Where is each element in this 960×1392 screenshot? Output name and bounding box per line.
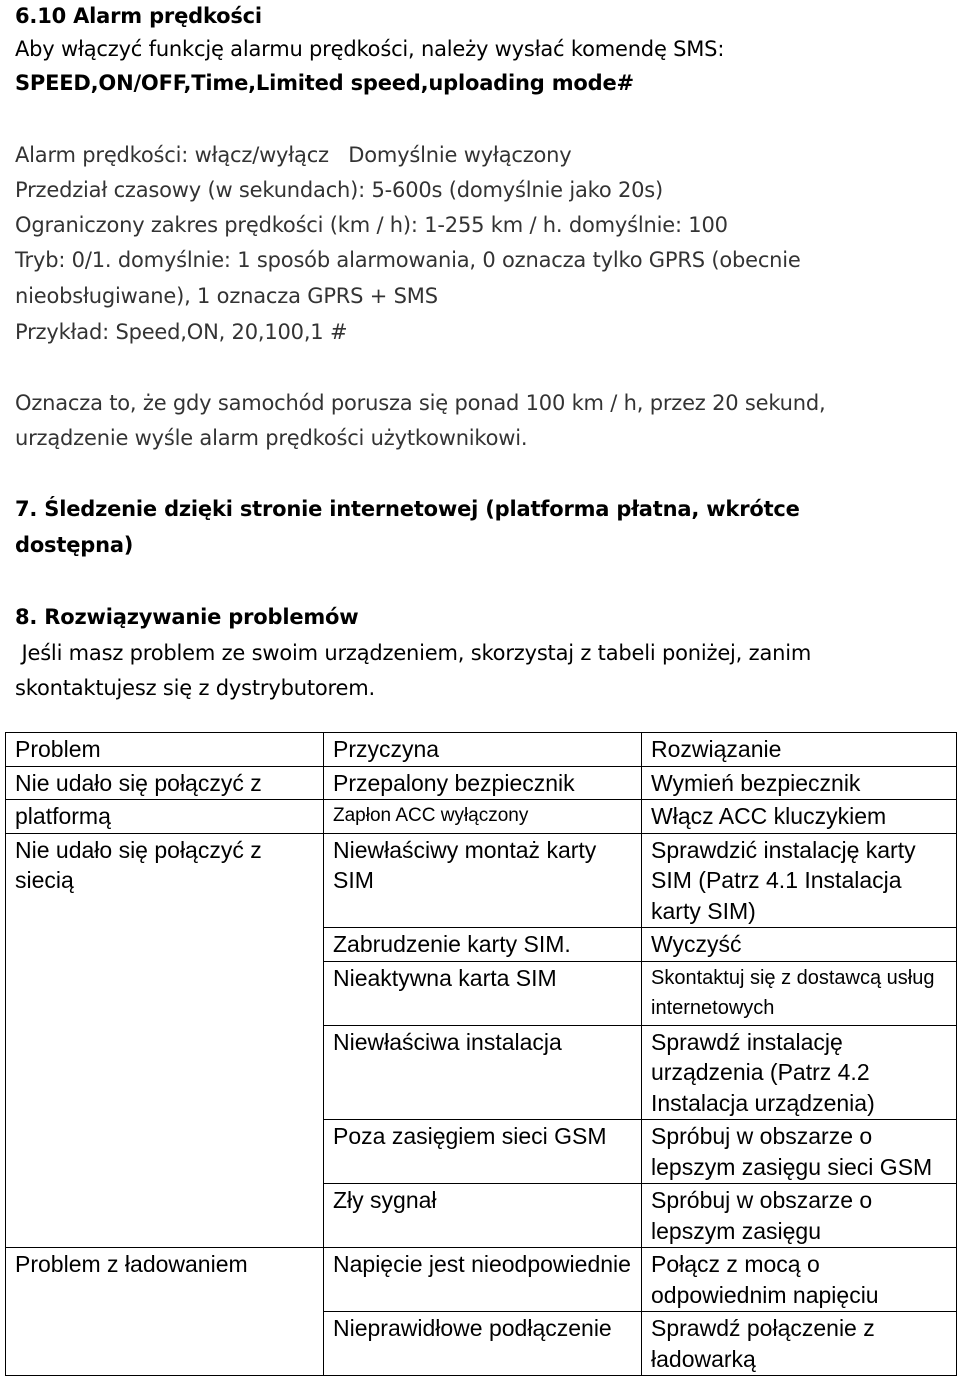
cell-cause: Nieaktywna karta SIM [324,961,642,1025]
param-line: nieobsługiwane), 1 oznacza GPRS + SMS [15,284,438,308]
cell-problem [6,1120,324,1184]
cell-cause: Nieprawidłowe podłączenie [324,1312,642,1376]
cell-cause: Napięcie jest nieodpowiednie [324,1248,642,1312]
cell-problem [6,1184,324,1248]
heading-web-tracking-cont: dostępna) [15,533,134,557]
cell-cause: Zły sygnał [324,1184,642,1248]
cell-solution: Wyczyść [642,928,957,962]
table-row [6,1184,957,1248]
header-cause: Przyczyna [324,733,642,767]
cell-solution: Skontaktuj się z dostawcą usług internetowych [642,961,957,1025]
cell-solution: Spróbuj w obszarze o lepszym zasięgu [642,1184,957,1248]
table-row [6,1312,957,1376]
cell-solution: Połącz z mocą o odpowiednim napięciu [642,1248,957,1312]
troubleshooting-intro-cont: skontaktujesz się z dystrybutorem. [15,676,375,700]
cell-problem: platformą [6,800,324,834]
table-row [6,800,957,834]
heading-troubleshooting: 8. Rozwiązywanie problemów [15,605,359,629]
troubleshooting-intro: Jeśli masz problem ze swoim urządzeniem, skorzystaj z tabeli poniżej, zanim [15,641,812,665]
cell-solution: Sprawdź instalację urządzenia (Patrz 4.2 Instalacja urządzenia) [642,1025,957,1120]
cell-solution: Włącz ACC kluczykiem [642,800,957,834]
header-problem: Problem [6,733,324,767]
table-row [6,1025,957,1120]
cell-problem [6,928,324,962]
cell-solution: Sprawdź połączenie z ładowarką [642,1312,957,1376]
cell-cause: Niewłaściwa instalacja [324,1025,642,1120]
cell-problem: Nie udało się połączyć z siecią [6,833,324,928]
explanation-line: Oznacza to, że gdy samochód porusza się ponad 100 km / h, przez 20 sekund, [15,391,826,415]
heading-web-tracking: 7. Śledzenie dzięki stronie internetowej (platforma płatna, wkrótce [15,497,800,521]
cell-problem [6,1312,324,1376]
table-row [6,1248,957,1312]
speed-alarm-intro: Aby włączyć funkcję alarmu prędkości, należy wysłać komendę SMS: [15,37,725,61]
cell-solution: Sprawdzić instalację karty SIM (Patrz 4.1 Instalacja karty SIM) [642,833,957,928]
cell-solution: Spróbuj w obszarze o lepszym zasięgu sieci GSM [642,1120,957,1184]
heading-speed-alarm: 6.10 Alarm prędkości [15,4,262,28]
table-row [6,1120,957,1184]
header-solution: Rozwiązanie [642,733,957,767]
explanation-line: urządzenie wyśle alarm prędkości użytkownikowi. [15,426,528,450]
param-line: Ograniczony zakres prędkości (km / h): 1-255 km / h. domyślnie: 100 [15,213,728,237]
table-row [6,766,957,800]
table-row [6,833,957,928]
param-line: Tryb: 0/1. domyślnie: 1 sposób alarmowania, 0 oznacza tylko GPRS (obecnie [15,248,801,272]
cell-problem [6,1025,324,1120]
cell-cause: Poza zasięgiem sieci GSM [324,1120,642,1184]
table-row [6,928,957,962]
cell-cause: Przepalony bezpiecznik [324,766,642,800]
param-line: Przedział czasowy (w sekundach): 5-600s (domyślnie jako 20s) [15,178,664,202]
cell-problem: Problem z ładowaniem [6,1248,324,1312]
cell-problem: Nie udało się połączyć z [6,766,324,800]
troubleshooting-table [5,732,957,1376]
table-header-row [6,733,957,767]
param-line: Alarm prędkości: włącz/wyłącz Domyślnie wyłączony [15,143,572,167]
cell-problem [6,961,324,1025]
table-row [6,961,957,1025]
cell-cause: Niewłaściwy montaż karty SIM [324,833,642,928]
example-line: Przykład: Speed,ON, 20,100,1 # [15,320,348,344]
cell-cause: Zapłon ACC wyłączony [324,800,642,834]
speed-command: SPEED,ON/OFF,Time,Limited speed,uploading mode# [15,71,634,95]
cell-cause: Zabrudzenie karty SIM. [324,928,642,962]
cell-solution: Wymień bezpiecznik [642,766,957,800]
